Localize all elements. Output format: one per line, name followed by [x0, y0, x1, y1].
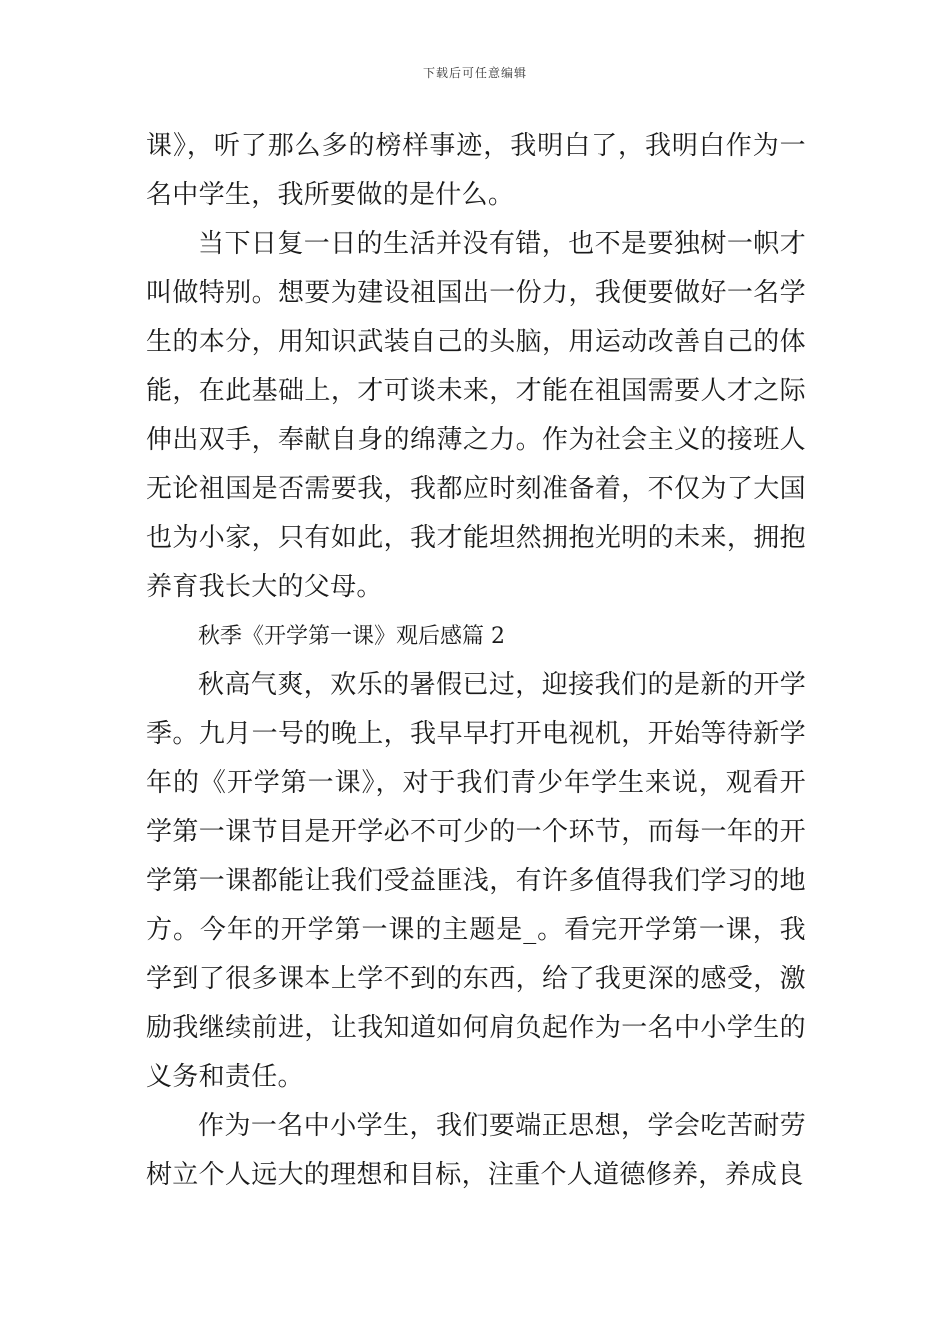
paragraph: 作为一名中小学生，我们要端正思想，学会吃苦耐劳树立个人远大的理想和目标，注重个人道德修养，养成良	[146, 1111, 806, 1190]
paragraph: 秋高气爽，欢乐的暑假已过，迎接我们的是新的开学季。九月一号的晚上，我早早打开电视机，开始等待新学年的《开学第一课》，对于我们青少年学生来说，观看开学第一课节目是开学必不可少的一个环节，而每一年的开学第一课都能让我们受益匪浅，有许多值得我们学习的地方。今年的开学第一课的主题是_。看完开学第一课，我学到了很多课本上学不到的东西，给了我更深的感受，激励我继续前进，让我知道如何肩负起作为一名中小学生的义务和责任。	[146, 670, 806, 1092]
paragraph-continuation: 课》，听了那么多的榜样事迹，我明白了，我明白作为一名中学生，我所要做的是什么。	[146, 131, 806, 210]
section-heading: 秋季《开学第一课》观后感篇 2	[198, 624, 505, 649]
page-header: 下载后可任意编辑	[422, 66, 527, 80]
document-body	[146, 122, 806, 1200]
paragraph: 当下日复一日的生活并没有错，也不是要独树一帜才叫做特别。想要为建设祖国出一份力，我便要做好一名学生的本分，用知识武装自己的头脑，用运动改善自己的体能，在此基础上，才可谈未来，才能在祖国需要人才之际伸出双手，奉献自身的绵薄之力。作为社会主义的接班人无论祖国是否需要我，我都应时刻准备着，不仅为了大国也为小家，只有如此，我才能坦然拥抱光明的未来，拥抱养育我长大的父母。	[146, 229, 806, 602]
